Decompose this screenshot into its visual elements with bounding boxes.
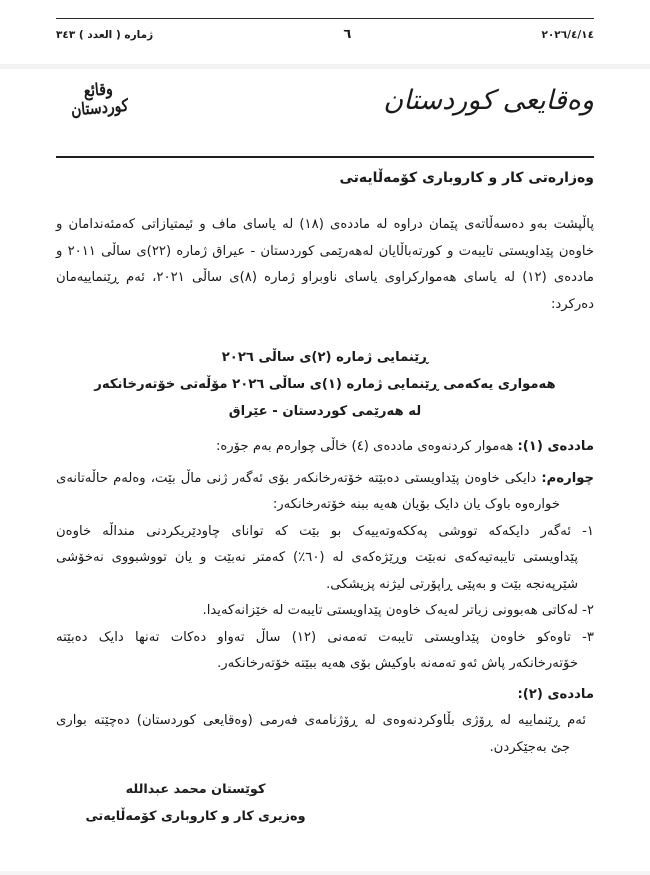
list-item-line: ٢- لەکاتی هەبوونی زیاتر لەیەک خاوەن پێداویستی تایبەت لە خێزانەکەیدا.: [202, 603, 594, 618]
gazette-wordmark-logo: وەقایعی کوردستان: [383, 85, 594, 116]
clause-fourth-text: دایکی خاوەن پێداویستی دەبێتە خۆتەرخانکەر بۆی ئەگەر ژنی ماڵ بێت، وەلەم حاڵەتانەی: [56, 470, 542, 486]
list-item: [56, 598, 594, 625]
list-item-line: ١- ئەگەر دایکەکە تووشی پەککەوتەییەک بو بێت کە توانای چاودێریکردنی منداڵە خاوەن: [56, 523, 594, 539]
header-date: ٢٠٢٦/٤/١٤: [541, 29, 594, 41]
list-item-line: ٣- تاوەکو خاوەن پێداویستی تایبەت تەمەنی (١٢) ساڵ تەواو دەکات تەنها دایک دەبێتە: [56, 629, 594, 645]
ministry-heading: وەزارەتی کار و کاروباری کۆمەڵایەتی: [339, 170, 594, 186]
article-1-intro: [56, 434, 594, 461]
article-2: [56, 682, 594, 762]
preamble-line: پاڵپشت بەو دەسەڵاتەی پێمان دراوە لە ماددەی (١٨) لە یاسای ماف و ئیمتیازاتی کەمئەندامان و: [56, 217, 594, 232]
decree-title-line: لە هەرێمی کوردستان - عێراق: [228, 404, 422, 419]
decree-title: [56, 344, 594, 425]
header-issue-label: ژماره ( العدد ) ٣٤٣: [56, 29, 154, 41]
signature-block: [38, 776, 353, 830]
article-2-label: ماددەی (٢):: [517, 686, 594, 702]
clause-line: [56, 466, 594, 493]
article-1-intro-text: هەموار کردنەوەی ماددەی (٤) خاڵی چوارەم بەم جۆرە:: [215, 439, 518, 454]
clause-line: خوارەوە باوک یان دایک بۆیان هەیە ببنە خۆتەرخانکەر:: [272, 497, 560, 512]
gazette-stamp-logo: وقائع كوردستان: [70, 79, 130, 121]
list-item-line: خۆتەرخانکەر پاش ئەو تەمەنە باوکیش بۆی هەیە ببێتە خۆتەرخانکەر.: [217, 656, 578, 671]
clause-fourth-label: چوارەم:: [541, 470, 594, 486]
decree-title-line: ڕێنمایی ژماره (٢)ی ساڵی ٢٠٢٦: [221, 350, 429, 365]
list-item-line: شێرپەنجە بێت و بەپێی ڕاپۆرتی لیژنە پزیشکی.: [326, 576, 578, 592]
article-1-clause-fourth: [56, 466, 594, 519]
article-2-line: جێ بەجێکردن.: [489, 739, 570, 755]
preamble-line: خاوەن پێداویستی تایبەت و کورتەباڵایان لەهەرێمی کوردستان - عیراق ژماره (٢٢)ی ساڵی ٢٠١١ و: [56, 243, 594, 259]
list-item-line: پێداویستی تایبەتیەکەی نەبێت وڕێژەکەی لە (٦٠٪) کەمتر نەبێت و یان تووشبووی نەخۆشی: [56, 550, 578, 565]
article-1-items: [56, 519, 594, 678]
scan-artifact-band-bottom: [0, 871, 650, 875]
list-item: [56, 519, 594, 599]
page-header: [56, 19, 594, 43]
preamble-line: ماددەی (١٢) لە یاسای هەموارکراوی یاسای ناوبراو ژماره (٨)ی ساڵی ٢٠٢١، ئەم ڕێنماییەمان دەرکرد:: [56, 270, 594, 312]
list-item: [56, 625, 594, 678]
signatory-name: کوێستان محمد عبدالله: [125, 782, 266, 797]
header-page-number: ٦: [343, 27, 352, 42]
preamble-paragraph: [56, 212, 594, 318]
article-1: [56, 434, 594, 678]
article-1-label: ماددەی (١):: [517, 439, 594, 454]
article-2-line: ئەم ڕێنماییە لە ڕۆژی بڵاوکردنەوەی لە ڕۆژنامەی فەرمی (وەقایعی کوردستان) دەچێتە بواری: [56, 713, 586, 728]
masthead: [56, 59, 594, 158]
signatory-title: وەزیری کار و کاروباری کۆمەڵایەتی: [85, 809, 306, 824]
decree-title-line: هەمواری یەکەمی ڕێنمایی ژماره (١)ی ساڵی ٢٠٢٦ مۆڵەتی خۆتەرخانکەر: [94, 377, 556, 392]
